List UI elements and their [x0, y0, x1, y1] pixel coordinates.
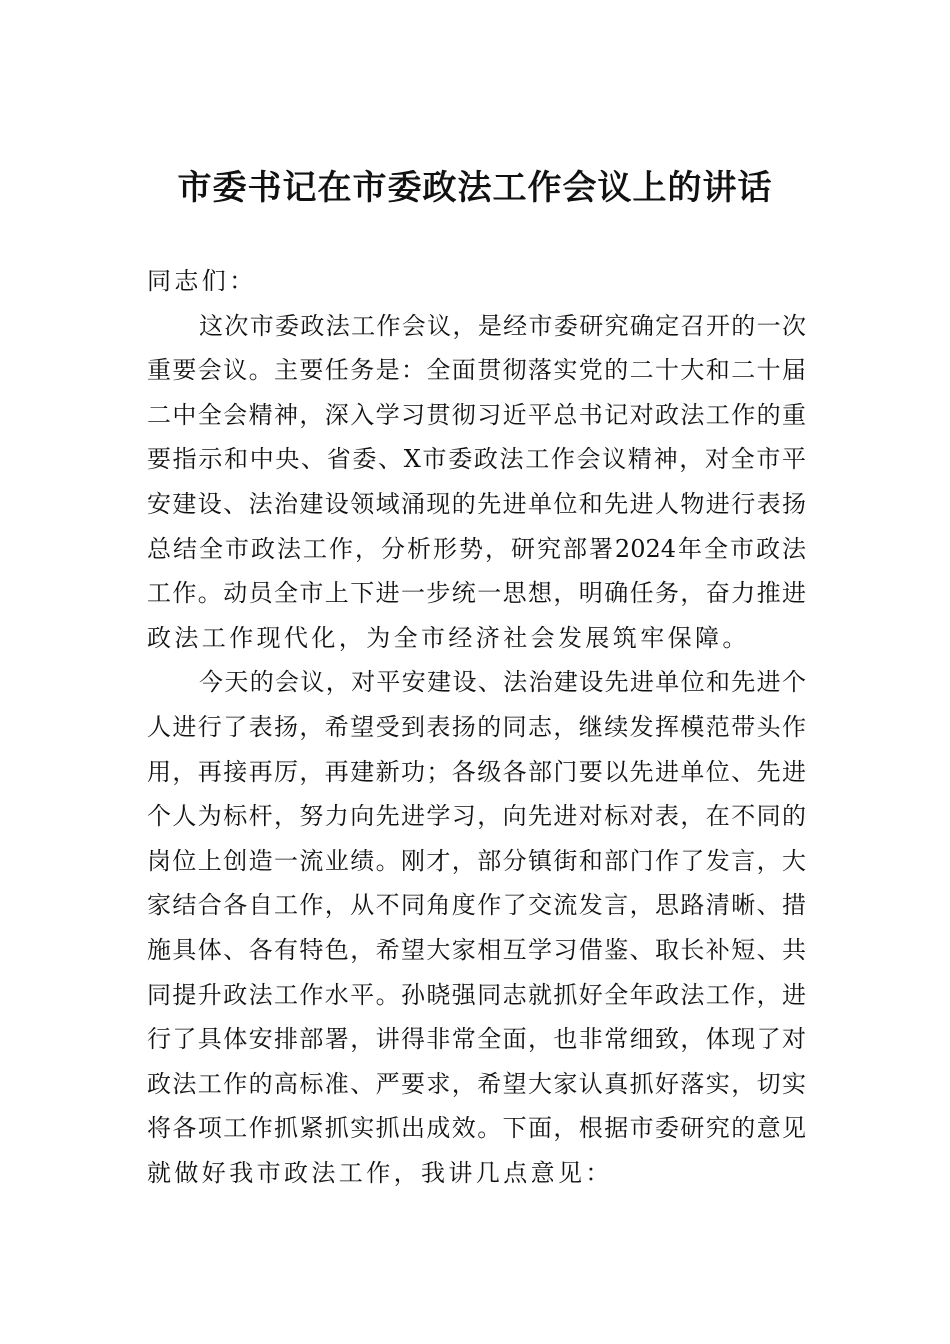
- text-line: 岗位上创造一流业绩。刚才，部分镇街和部门作了发言，大: [147, 846, 806, 875]
- document-body: [147, 259, 806, 1195]
- text-line: 个人为标杆，努力向先进学习，向先进对标对表，在不同的: [147, 802, 806, 831]
- text-line: 家结合各自工作，从不同角度作了交流发言，思路清晰、措: [147, 891, 806, 920]
- text-line: 总结全市政法工作，分析形势，研究部署2024年全市政法: [147, 534, 806, 563]
- text-line: 施具体、各有特色，希望大家相互学习借鉴、取长补短、共: [147, 935, 806, 964]
- paragraph: [147, 304, 806, 661]
- text-line: 要指示和中央、省委、X市委政法工作会议精神，对全市平: [147, 445, 806, 474]
- text-line: 就做好我市政法工作，我讲几点意见：: [147, 1158, 613, 1187]
- text-line: 工作。动员全市上下进一步统一思想，明确任务，奋力推进: [147, 579, 806, 608]
- text-line: 行了具体安排部署，讲得非常全面，也非常细致，体现了对: [147, 1025, 806, 1054]
- text-line: 安建设、法治建设领域涌现的先进单位和先进人物进行表扬: [147, 489, 806, 518]
- text-line: 政法工作的高标准、严要求，希望大家认真抓好落实，切实: [147, 1069, 806, 1098]
- text-line: 政法工作现代化，为全市经济社会发展筑牢保障。: [147, 623, 750, 652]
- text-line: 重要会议。主要任务是：全面贯彻落实党的二十大和二十届: [147, 356, 806, 385]
- paragraphs: [147, 304, 806, 1196]
- text-line: 将各项工作抓紧抓实抓出成效。下面，根据市委研究的意见: [147, 1114, 806, 1143]
- text-line: 这次市委政法工作会议，是经市委研究确定召开的一次: [199, 311, 806, 340]
- text-line: 用，再接再厉，再建新功；各级各部门要以先进单位、先进: [147, 757, 806, 786]
- salutation: 同志们：: [147, 267, 257, 295]
- paragraph: [147, 660, 806, 1195]
- text-line: 同提升政法工作水平。孙晓强同志就抓好全年政法工作，进: [147, 980, 806, 1009]
- text-line: 人进行了表扬，希望受到表扬的同志，继续发挥模范带头作: [147, 712, 806, 741]
- text-line: 二中全会精神，深入学习贯彻习近平总书记对政法工作的重: [147, 400, 806, 429]
- text-line: 今天的会议，对平安建设、法治建设先进单位和先进个: [199, 668, 806, 697]
- document-title: 市委书记在市委政法工作会议上的讲话: [177, 168, 773, 208]
